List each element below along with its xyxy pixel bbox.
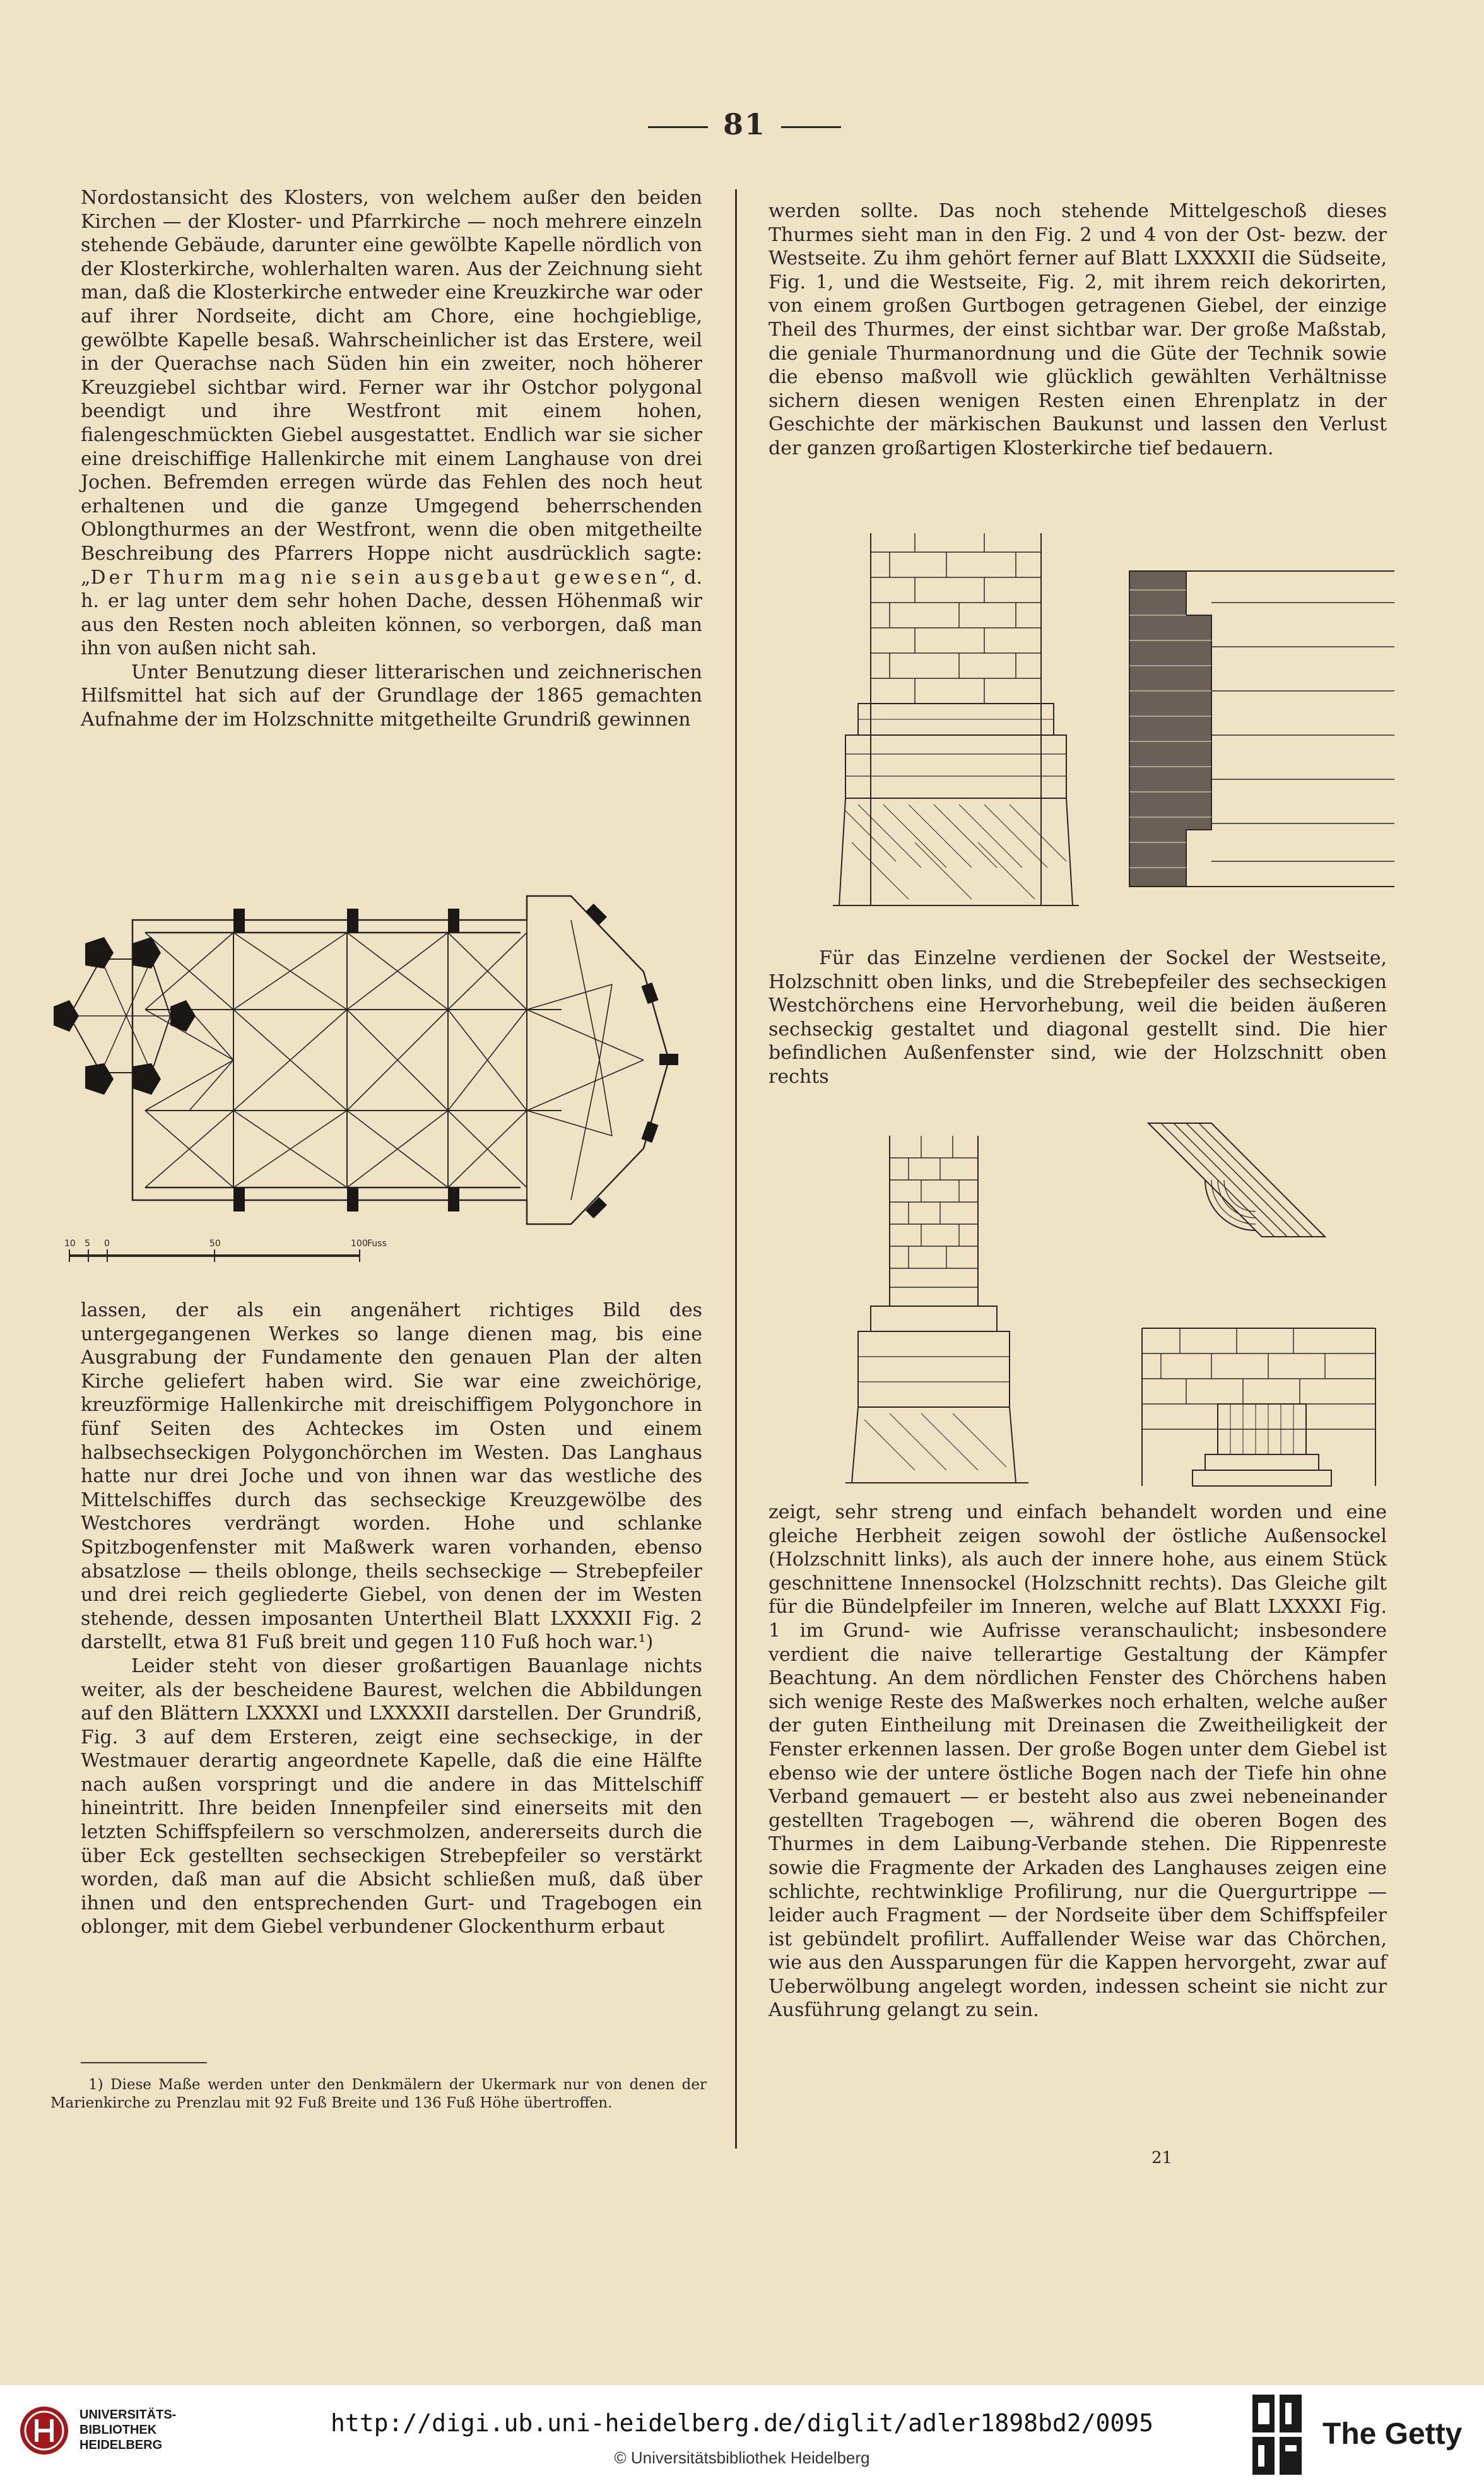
frame-edge (1142, 1328, 1375, 1486)
base-course (858, 1331, 1010, 1407)
text-run: Nordostansicht des Klosters, von welchem außer den beiden Kirchen — der Kloster- und Pfarrkirche — noch mehrere einzeln stehende Gebäude, darunter eine gewölbte Kapelle nördlich von der Klosterkirche, wohlerhalten waren. Aus der Zeichnung sieht man, daß die Klosterkirche entweder eine Kreuzkirche war oder auf ihrer Nordseite, dicht am Chore, eine hochgieblige, gewölbte Kapelle besaß. Wahrscheinlicher ist das Erstere, weil in der Querachse nach Süden hin ein zweiter, noch höherer Kreuzgiebel sichtbar wird. Ferner war ihr Ostchor polygonal beendigt und ihre Westfront mit einem hohen, fialengeschmückten Giebel ausgestattet. Endlich war sie sicher eine dreischiffige Hallenkirche mit einem Langhause von drei Jochen. Befremden erregen würde das Fehlen des noch heut erhaltenen und die ganze Umgegend beherrschenden Oblongthurmes an der Westfront, wenn die oben mitgetheilte Beschreibung des Pfarrers Hoppe nicht ausdrücklich sagte: „ (81, 187, 702, 589)
right-column-bottom (768, 1500, 1387, 2022)
scale-tick-label: 50 (209, 1239, 221, 1249)
hatching (864, 1413, 1006, 1470)
footnote: 1) Diese Maße werden unter den Denkmälern der Ukermark nur von denen der Marienkirche zu Prenzlau mit 92 Fuß Breite und 136 Fuß Höhe übertroffen. (50, 2077, 707, 2111)
left-column-top (81, 186, 702, 732)
text-run: “, d. h. er lag unter dem sehr hohen Dache, dessen Höhenmaß wir aus den Resten noch ableiten können, so verborgen, daß man ihn von außen nicht sah. (81, 566, 703, 660)
scale-bar (64, 1239, 387, 1262)
hatching (845, 805, 1066, 899)
column-divider (735, 189, 737, 2149)
scale-tick-label: 100 (351, 1239, 368, 1249)
brick-courses (1142, 1328, 1375, 1429)
paragraph: zeigt, sehr streng und einfach behandelt worden und eine gleiche Herbheit zeigen sowohl der östliche Außensockel (Holzschnitt links), als auch der innere hohe, aus einem Stück geschnittene Innensockel (Holzschnitt rechts). Das Gleiche gilt für die Bündelpfeiler im Inneren, welche auf Blatt LXXXXI Fig. 1 im Grund- wie Aufrisse veranschaulicht; insbesondere verdient die naive tellerartige Gestaltung der Kämpfer Beachtung. An dem nördlichen Fenster des Chörchens haben sich wenige Reste des Maßwerkes noch erhalten, welche außer der guten Eintheilung mit Dreinasen die Zweitheiligkeit der Fenster erkennen lassen. Der große Bogen unter dem Giebel ist ebenso wie der untere östliche Bogen nach der Tiefe hin ohne Verband gemauert — er besteht also aus zwei nebeneinander gestellten Tragebogen —, während die oberen Bogen des Thurmes in dem Laibung-Verbande stehen. Die Rippenreste sowie die Fragmente der Arkaden des Langhauses zeigen eine schlichte, rechtwinklige Profilirung, nur die Quergurtrippe — leider auch Fragment — der Nordseite über dem Schiffspfeiler ist gebündelt profilirt. Auffallender Weise war das Chörchen, wie aus den Aussparungen für die Kappen hervorgeht, zwar auf Ueberwölbung angelegt worden, indessen scheint sie nicht zur Ausführung gelangt zu sein. (768, 1501, 1387, 2022)
paragraph: Unter Benutzung dieser litterarischen und zeichnerischen Hilfsmittel hat sich auf der Grundlage der 1865 gemachten Aufnahme der im Holzschnitte mitgetheilte Grundriß gewinnen (81, 661, 702, 731)
scale-tick-label: 10 (64, 1239, 76, 1249)
paragraph: lassen, der als ein angenähert richtiges Bild des untergegangenen Werkes so lange dienen mag, bis eine Ausgrabung der Fundamente den genauen Plan der alten Kirche geliefert haben wird. Sie war eine zweichörige, kreuzförmige Hallenkirche mit dreischiffigem Polygonchore in fünf Seiten des Achteckes im Osten und einem halbsechseckigen Polygonchörchen im Westen. Das Langhaus hatte nur drei Joche und von ihnen war das westliche des Mittelschiffes durch das sechseckige Kreuzgewölbe des Westchores verdrängt worden. Hohe und schlanke Spitzbogenfenster mit Maßwerk waren vorhanden, ebenso absatzlose — theils oblonge, theils sechseckige — Strebepfeiler und drei reich gegliederte Giebel, von denen der im Westen stehende, dessen imposanten Untertheil Blatt LXXXXII Fig. 2 darstellt, etwa 81 Fuß breit und gegen 110 Fuß hoch war.¹) (81, 1299, 702, 1654)
floor-plan-figure (44, 883, 707, 1281)
base-course (845, 735, 1066, 798)
library-name-line: BIBLIOTHEK (80, 2423, 157, 2437)
woodcut-interior-base (1136, 1322, 1382, 1492)
woodcut-window-jamb (1142, 1117, 1331, 1243)
scale-unit-label: Fuss (367, 1239, 387, 1249)
paragraph: Für das Einzelne verdienen der Sockel der Westseite, Holzschnitt oben links, und die Strebepfeiler des sechseckigen Westchörchens eine Hervorhebung, weil die beiden äußeren sechseckig gestaltet und diagonal gestellt sind. Die hier befindlichen Außenfenster sind, wie der Holzschnitt oben rechts (768, 947, 1387, 1088)
base-line (858, 1357, 1010, 1382)
woodcut-buttress (1123, 565, 1394, 893)
paragraph: werden sollte. Das noch stehende Mittelgeschoß dieses Thurmes sieht man in den Fig. 2 und 4 von der Ost- bezw. der Westseite. Zu ihm gehört ferner auf Blatt LXXXXII die Südseite, Fig. 1, und die Westseite, Fig. 2, mit ihrem reich dekorirten, von einem großen Gurtbogen getragenen Giebel, der einzige Theil des Thurmes, der einst sichtbar war. Der große Maßstab, die geniale Thurmanordnung und die Güte der Technik sowie die ebenso maßvoll wie glücklich gewählten Verhältnisse sichern diesen wenigen Resten einen Ehrenplatz in der Geschichte der märkischen Baukunst und lassen den Verlust der ganzen großartigen Klosterkirche tief bedauern. (768, 200, 1387, 459)
page-number-rule-left (648, 126, 708, 128)
getty-logo-text[interactable]: The Getty (1322, 2417, 1463, 2451)
foundation (845, 1407, 1028, 1483)
permalink-url[interactable]: http://digi.ub.uni-heidelberg.de/diglit/adler1898bd2/0095 (330, 2409, 1154, 2437)
paragraph (81, 186, 702, 661)
aisle-line (145, 1010, 562, 1111)
buttress-section (1129, 571, 1211, 887)
inner-wall (145, 933, 521, 1188)
copyright-notice: © Universitätsbibliothek Heidelberg (614, 2448, 870, 2467)
brick-courses (890, 1136, 978, 1287)
outer-wall (132, 896, 669, 1224)
vault-ribs (145, 920, 644, 1200)
base-line (845, 754, 1066, 776)
spaced-quote: Der Thurm mag nie sein ausgebaut gewesen (90, 566, 661, 589)
chapel-ribs (69, 959, 170, 1073)
left-column-bottom (81, 1299, 702, 1939)
base-steps (1192, 1454, 1331, 1486)
brick-courses (871, 533, 1041, 704)
paragraph: Leider steht von dieser großartigen Bauanlage nichts weiter, als der bescheidene Baurest, welchen die Abbildungen auf den Blättern LXXXXI und LXXXXII darstellen. Der Grundriß, Fig. 3 auf dem Ersteren, zeigt eine sechseckige, in der Westmauer derartig angeordnete Kapelle, daß die eine Hälfte nach außen vorspringt und die andere in das Mittelschiff hineintritt. Ihre beiden Innenpfeiler sind einerseits mit den letzten Schiffspfeilern so verschmolzen, andererseits durch die über Eck gestellten sechseckigen Strebepfeiler so verstärkt worden, daß man auf die Absicht schließen muß, daß über ihnen und den entsprechenden Gurt- und Tragebogen ein oblonger, mit dem Giebel verbundener Glockenthurm erbaut (81, 1654, 702, 1938)
scale-tick-label: 5 (85, 1239, 90, 1249)
page-number (631, 107, 858, 141)
footnote-rule (81, 2062, 207, 2063)
page-number-rule-right (781, 126, 841, 128)
plinth (871, 1306, 997, 1331)
library-name-line: HEIDELBERG (80, 2438, 163, 2452)
buttresses (54, 904, 678, 1218)
library-name-line: UNIVERSITÄTS- (80, 2408, 177, 2422)
right-column-middle (768, 946, 1387, 1089)
course-lines (1211, 603, 1394, 861)
getty-mark-icon[interactable] (1249, 2391, 1306, 2480)
scale-tick-label: 0 (104, 1239, 110, 1249)
right-column-top (768, 199, 1387, 461)
signature-mark: 21 (1151, 2149, 1173, 2167)
page-number-text: 81 (722, 107, 766, 141)
woodcut-west-base (820, 527, 1098, 931)
woodcut-east-base (839, 1129, 1047, 1489)
pier-edge (890, 1136, 978, 1306)
